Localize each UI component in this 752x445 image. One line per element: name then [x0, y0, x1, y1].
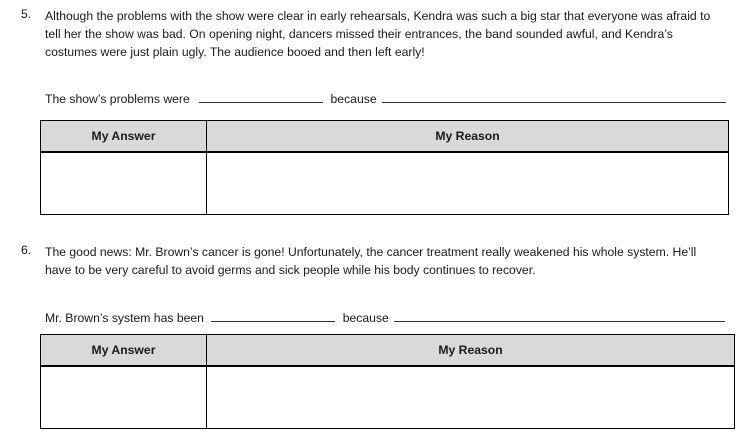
- answer-blank[interactable]: [199, 90, 323, 103]
- question-number: 6.: [21, 243, 32, 257]
- my-reason-cell[interactable]: [207, 366, 735, 429]
- prompt-because: because: [342, 311, 389, 325]
- my-reason-header: My Reason: [207, 335, 735, 367]
- question-number: 5.: [21, 7, 32, 21]
- answer-blank[interactable]: [211, 309, 335, 322]
- question-text: The good news: Mr. Brown’s cancer is gone! Unfortunately, the cancer treatment really weakened his whole system. He’ll have to be very careful to avoid germs and sick people while his body continues to recover.: [45, 245, 697, 277]
- prompt-start: Mr. Brown’s system has been: [45, 311, 204, 325]
- my-answer-cell[interactable]: [41, 152, 207, 215]
- my-reason-cell[interactable]: [207, 152, 729, 215]
- my-reason-header: My Reason: [207, 121, 729, 153]
- fill-in-sentence: [45, 90, 726, 106]
- question-text: Although the problems with the show were clear in early rehearsals, Kendra was such a big star that everyone was afraid to tell her the show was bad. On opening night, dancers missed their entrances, the band sounded awful, and Kendra’s costumes were just plain ugly. The audience booed and then left early!: [45, 9, 711, 59]
- prompt-because: because: [330, 92, 377, 106]
- reason-blank[interactable]: [394, 309, 725, 322]
- answer-table: [40, 334, 735, 429]
- answer-table: [40, 120, 729, 215]
- my-answer-header: My Answer: [41, 335, 207, 367]
- my-answer-cell[interactable]: [41, 366, 207, 429]
- reason-blank[interactable]: [382, 90, 726, 103]
- my-answer-header: My Answer: [41, 121, 207, 153]
- fill-in-sentence: [45, 309, 725, 325]
- prompt-start: The show’s problems were: [45, 92, 190, 106]
